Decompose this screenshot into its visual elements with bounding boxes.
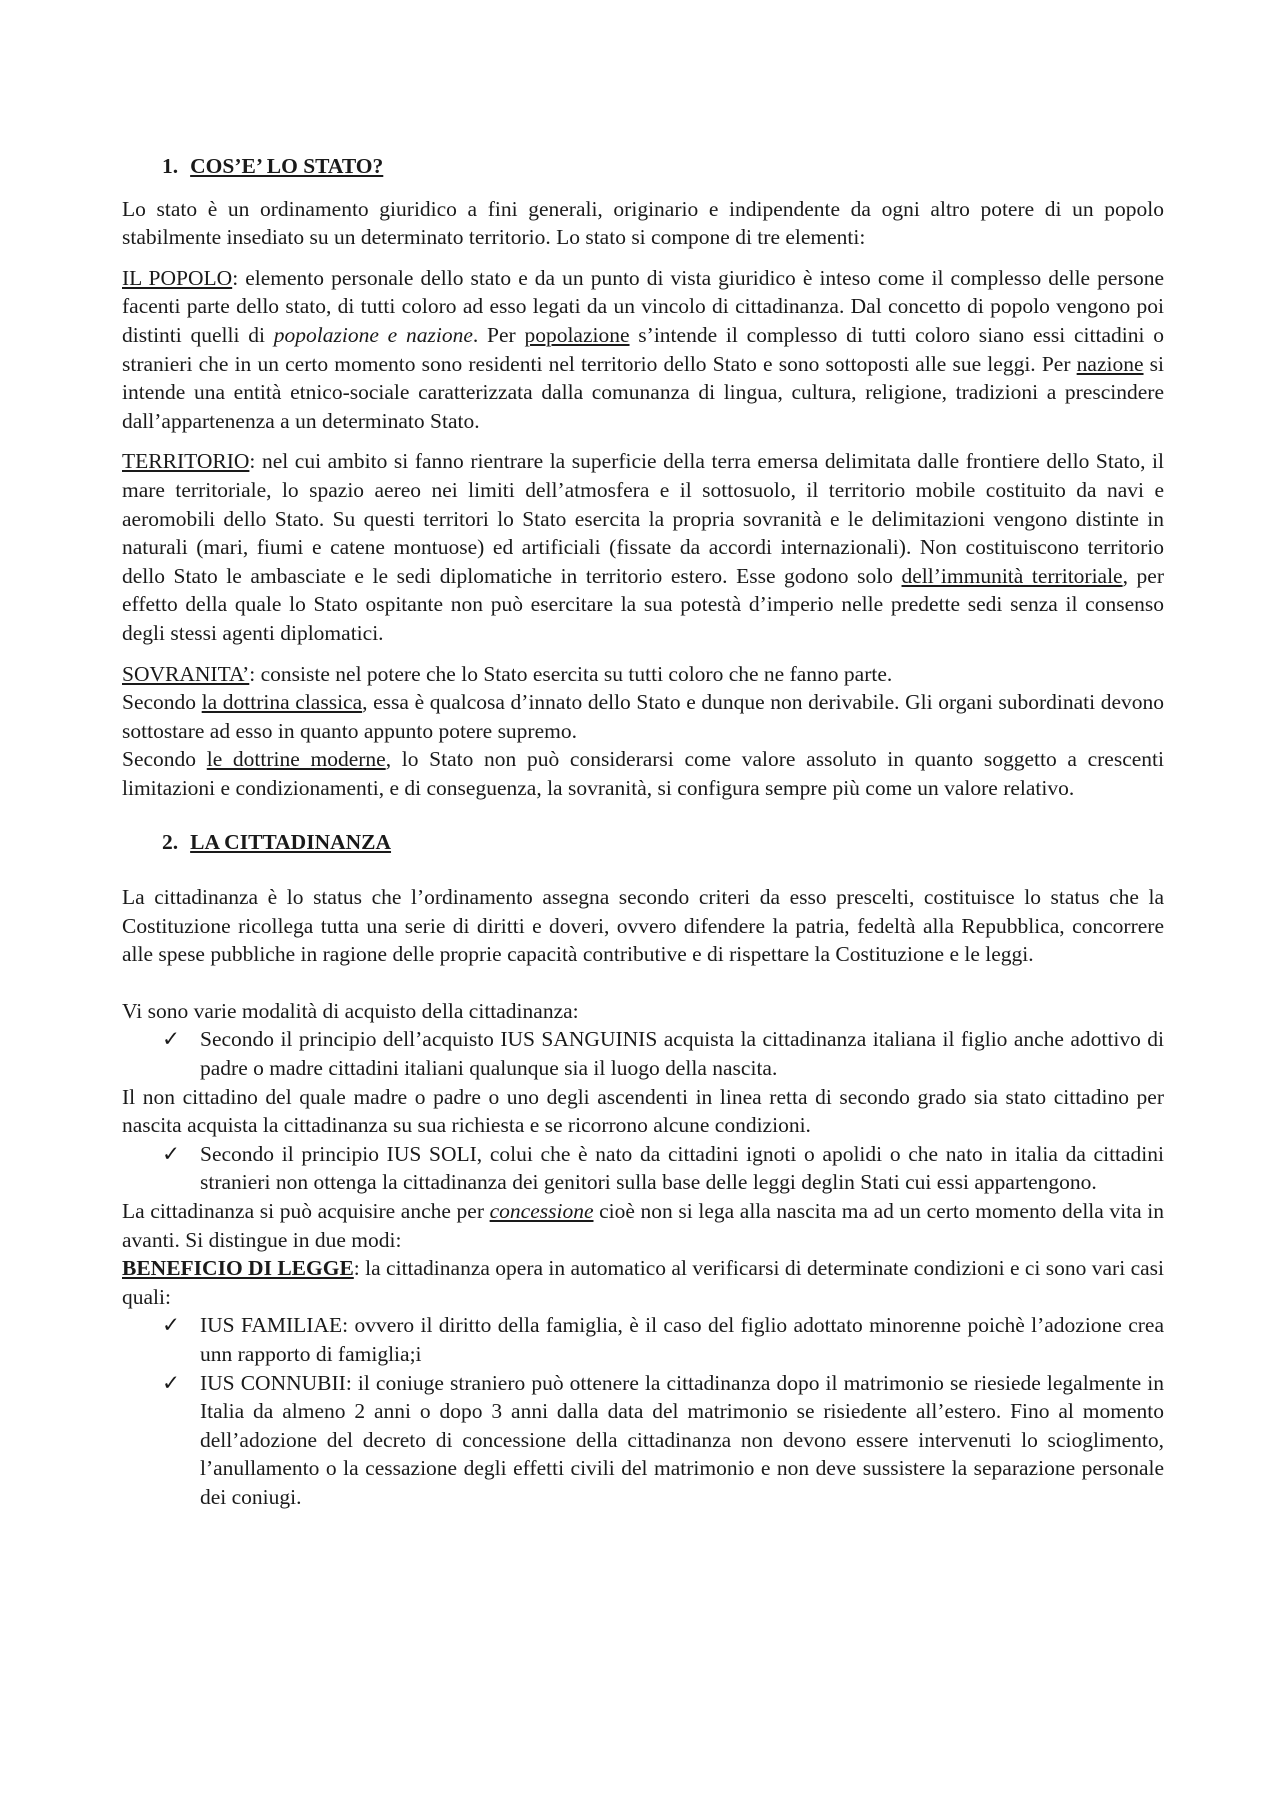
list-item (122, 1025, 1164, 1082)
list-item (122, 1369, 1164, 1512)
beneficio-paragraph: BENEFICIO DI LEGGE: la cittadinanza opera in automatico al verificarsi di determinate condizioni e ci sono vari casi quali: (122, 1256, 1164, 1309)
section-1-title: COS’E’ LO STATO? (190, 154, 384, 178)
sovranita-line-2: Secondo la dottrina classica, essa è qualcosa d’innato dello Stato e dunque non derivabile. Gli organi subordinati devono sottostare ad esso in quanto appunto potere supremo. (122, 690, 1164, 743)
sovranita-line-3: Secondo le dottrine moderne, lo Stato non può considerarsi come valore assoluto in quanto soggetto a crescenti limitazioni e condizionamenti, e di conseguenza, la sovranità, si configura sempre più come un valore relativo. (122, 747, 1164, 800)
connubii-text: IUS CONNUBII: il coniuge straniero può ottenere la cittadinanza dopo il matrimonio se riesiede legalmente in Italia da almeno 2 anni o dopo 3 anni dalla data del matrimonio se risiedente all’estero. Fino al momento dell’adozione del decreto di concessione della cittadinanza non devono essere intervenuti lo scioglimento, l’anullamento o la cessazione degli effetti civili del matrimonio e non deve sussistere la separazione personale dei coniugi. (200, 1370, 1164, 1509)
territorio-term: TERRITORIO (122, 449, 250, 474)
soli-text: Secondo il principio IUS SOLI, colui che è nato da cittadini ignoti o apolidi o che nato in italia da cittadini stranieri non ottenga la cittadinanza dei genitori sulla base delle leggi deglin Stati cui essi appartengono. (200, 1141, 1164, 1195)
stato-intro-paragraph: Lo stato è un ordinamento giuridico a fini generali, originario e indipendente da ogni altro potere di un popolo stabilmente insediato su un determinato territorio. Lo stato si compone di tre elementi: (122, 196, 1164, 250)
sanguinis-text: Secondo il principio dell’acquisto IUS SANGUINIS acquista la cittadinanza italiana il figlio anche adottivo di padre o madre cittadini italiani qualunque sia il luogo della nascita. (200, 1027, 1164, 1081)
document-page (122, 152, 1164, 1512)
sovranita-term: SOVRANITA’ (122, 661, 250, 686)
familiae-text: IUS FAMILIAE: ovvero il diritto della famiglia, è il caso del figlio adottato minorenne poichè l’adozione crea unn rapporto di famiglia;i (200, 1313, 1164, 1366)
section-1-number: 1. (162, 154, 179, 178)
beneficio-term: BENEFICIO DI LEGGE (122, 1256, 354, 1281)
section-2-number: 2. (162, 830, 179, 855)
list-item (122, 1311, 1164, 1368)
territorio-paragraph: TERRITORIO: nel cui ambito si fanno rientrare la superficie della terra emersa delimitata dalle frontiere dello Stato, il mare territoriale, lo spazio aereo nei limiti dell’atmosfera e il sottosuolo, il territorio mobile costituito da navi e aeromobili dello Stato. Su questi territori lo Stato esercita la propria sovranità e le delimitazioni vengono distinte in naturali (mari, fiumi e catene montuose) ed artificiali (fissate da accordi internazionali). Non costituiscono territorio dello Stato le ambasciate e le sedi diplomatiche in territorio estero. Esse godono solo dell’immunità territoriale, per effetto della quale lo Stato ospitante non può esercitare la sua potestà d’imperio nelle predette sedi senza il consenso degli stessi agenti diplomatici. (122, 449, 1164, 645)
section-2-title: LA CITTADINANZA (190, 830, 392, 855)
section-1-heading (122, 152, 1164, 181)
list-item (122, 1140, 1164, 1197)
check-icon: ✓ (162, 1027, 181, 1052)
section-2-heading (122, 828, 1164, 857)
popolo-term: IL POPOLO (122, 265, 233, 290)
check-icon: ✓ (162, 1370, 181, 1395)
modalita-line: Vi sono varie modalità di acquisto della cittadinanza: (122, 998, 579, 1023)
popolo-paragraph: IL POPOLO: elemento personale dello stato e da un punto di vista giuridico è inteso come il complesso delle persone facenti parte dello stato, di tutti coloro ad esso legati da un vincolo di cittadinanza. Dal concetto di popolo vengono poi distinti quelli di popolazione e nazione. Per popolazione s’intende il complesso di tutti coloro siano essi cittadini o stranieri che in un certo momento sono residenti nel territorio dello Stato e sono sottoposti alle sue leggi. Per nazione si intende una entità etnico-sociale caratterizzata dalla comunanza di lingua, cultura, religione, tradizioni a prescindere dall’appartenenza a un determinato Stato. (122, 265, 1165, 433)
concessione-paragraph: La cittadinanza si può acquisire anche per concessione cioè non si lega alla nascita ma ad un certo momento della vita in avanti. Si distingue in due modi: (122, 1199, 1165, 1252)
check-icon: ✓ (162, 1141, 181, 1166)
spacer (122, 969, 1164, 997)
sovranita-line-1: SOVRANITA’: consiste nel potere che lo Stato esercita su tutti coloro che ne fanno parte. (122, 661, 893, 686)
check-icon: ✓ (162, 1313, 181, 1338)
non-cittadino-paragraph: Il non cittadino del quale madre o padre o uno degli ascendenti in linea retta di secondo grado sia stato cittadino per nascita acquista la cittadinanza su sua richiesta e se ricorrono alcune condizioni. (122, 1084, 1164, 1138)
cittadinanza-intro-paragraph: La cittadinanza è lo status che l’ordinamento assegna secondo criteri da esso prescelti, costituisce lo status che la Costituzione ricollega tutta una serie di diritti e doveri, ovvero difendere la patria, fedeltà alla Repubblica, concorrere alle spese pubbliche in ragione delle proprie capacità contributive e di rispettare la Costituzione e le leggi. (122, 885, 1164, 967)
